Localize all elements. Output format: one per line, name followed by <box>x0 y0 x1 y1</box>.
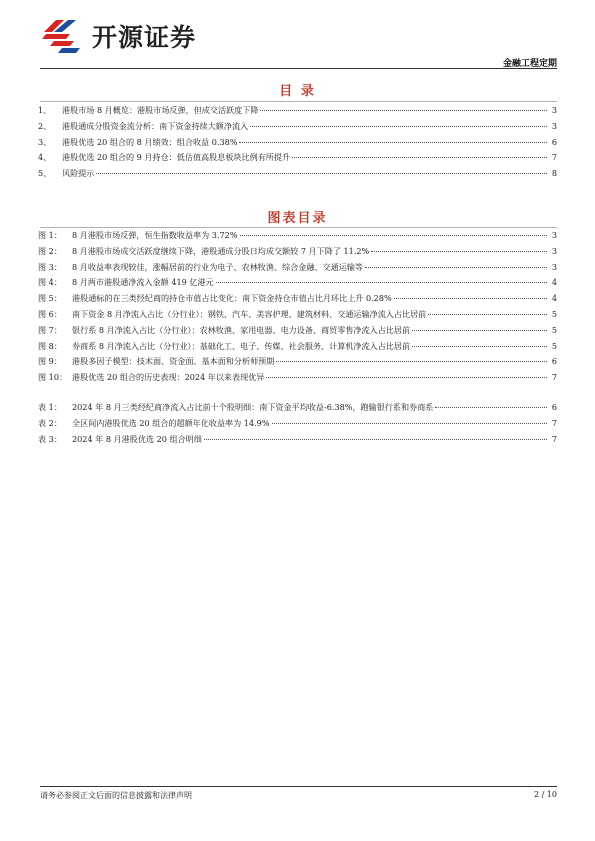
report-type-label: 金融工程定期 <box>502 59 557 69</box>
dot-leader <box>412 346 547 347</box>
table-entry-text[interactable]: 全区间内港股优选 20 组合的超额年化收益率为 14.9% <box>72 417 270 428</box>
dot-leader <box>412 330 547 331</box>
table-entry-number: 表 3： <box>38 433 62 444</box>
figure-entry-page: 7 <box>551 372 557 383</box>
figure-entry[interactable] <box>38 309 557 325</box>
figures-title-divider <box>40 227 557 228</box>
figure-entry[interactable] <box>38 341 557 357</box>
dot-leader <box>216 282 547 283</box>
figure-entry-text[interactable]: 8 月收益率表现较佳，涨幅居前的行业为电子、农林牧渔、综合金融、交通运输等 <box>72 261 364 272</box>
figure-entry-page: 6 <box>551 356 557 367</box>
footer-divider <box>40 786 557 787</box>
figure-entry-page: 5 <box>551 308 557 319</box>
figure-entry-number: 图 10： <box>38 372 68 383</box>
tables-list <box>38 402 557 449</box>
toc-entry[interactable] <box>38 137 557 153</box>
dot-leader <box>240 235 547 236</box>
figure-entry-number: 图 2： <box>38 245 62 256</box>
figure-entry[interactable] <box>38 293 557 309</box>
figure-entry-number: 图 8： <box>38 340 62 351</box>
table-entry-page: 7 <box>551 417 557 428</box>
toc-entry-number: 2、 <box>38 120 52 131</box>
dot-leader <box>292 157 547 158</box>
figure-entry-page: 4 <box>551 293 557 304</box>
table-entry-text[interactable]: 2024 年 8 月三类经纪商净流入占比前十个股明细：南下资金平均收益-6.38%，跑输银行系和券商系 <box>72 402 434 412</box>
figure-entry[interactable] <box>38 325 557 341</box>
logo-text: 开源证券 <box>92 23 197 52</box>
figure-entry-text[interactable]: 8 月港股市场反弹，恒生指数收益率为 3.72% <box>72 230 238 240</box>
dot-leader <box>365 267 547 268</box>
figure-entry-page: 3 <box>551 245 557 256</box>
toc-entry-text[interactable]: 港股优选 20 组合的 8 月绩效：组合收益 0.38% <box>62 136 238 147</box>
dot-leader <box>394 298 547 299</box>
toc-entry[interactable] <box>38 105 557 121</box>
toc-entry-number: 5、 <box>38 168 52 179</box>
header-divider <box>40 68 557 69</box>
table-entry-page: 7 <box>551 433 557 444</box>
toc-entry-text[interactable]: 风险提示 <box>62 168 95 179</box>
figure-entry-page: 5 <box>551 324 557 335</box>
toc-entry-number: 1、 <box>38 105 52 115</box>
dot-leader <box>96 173 547 174</box>
figure-entry-text[interactable]: 南下资金 8 月净流入占比（分行业）：钢铁、汽车、美容护理、建筑材料、交通运输净流入占比居前 <box>72 308 427 319</box>
toc-title: 目 录 <box>279 84 316 99</box>
toc-entry-number: 4、 <box>38 152 52 163</box>
dot-leader <box>272 423 547 424</box>
figure-entry-number: 图 3： <box>38 261 62 272</box>
figure-entry-number: 图 7： <box>38 324 62 335</box>
table-entry-page: 6 <box>551 402 557 412</box>
toc-entry-text[interactable]: 港股优选 20 组合的 9 月持仓：低估值高股息板块比例有所提升 <box>62 152 291 163</box>
toc-list <box>38 105 557 184</box>
company-logo <box>40 18 196 54</box>
figure-entry-text[interactable]: 8 月港股市场成交活跃度继续下降，港股通成分股日均成交额较 7 月下降了 11.2% <box>72 245 370 256</box>
figure-entry-page: 3 <box>551 261 557 272</box>
figure-entry-text[interactable]: 港股多因子模型：技术面、资金面、基本面和分析师预期 <box>72 356 275 367</box>
dot-leader <box>204 439 547 440</box>
toc-title-divider <box>40 101 557 102</box>
table-entry[interactable] <box>38 418 557 434</box>
table-entry-number: 表 2： <box>38 417 62 428</box>
dot-leader <box>276 361 547 362</box>
figures-title: 图表目录 <box>267 211 328 226</box>
figure-entry[interactable] <box>38 262 557 278</box>
dot-leader <box>239 142 547 143</box>
figure-entry-page: 4 <box>551 277 557 288</box>
figures-list <box>38 230 557 388</box>
dot-leader <box>371 251 547 252</box>
figure-entry-text[interactable]: 港股通标的在三类经纪商的持仓市值占比变化：南下资金持仓市值占比月环比上升 0.28% <box>72 293 392 304</box>
figure-entry-text[interactable]: 港股优选 20 组合的历史表现：2024 年以来表现优异 <box>72 372 265 383</box>
toc-entry-page: 6 <box>551 136 557 147</box>
table-entry[interactable] <box>38 402 557 418</box>
figure-entry-text[interactable]: 银行系 8 月净流入占比（分行业）：农林牧渔、家用电器、电力设备、商贸零售净流入占比居前 <box>72 324 411 335</box>
table-entry[interactable] <box>38 434 557 450</box>
dot-leader <box>260 110 547 111</box>
dot-leader <box>428 314 547 315</box>
logo-mark-icon <box>40 18 84 54</box>
toc-entry-page: 8 <box>551 168 557 179</box>
figure-entry[interactable] <box>38 246 557 262</box>
dot-leader <box>250 126 547 127</box>
figure-entry-number: 图 1： <box>38 230 62 240</box>
toc-entry-page: 3 <box>551 120 557 131</box>
figure-entry-number: 图 4： <box>38 277 62 288</box>
figure-entry-text[interactable]: 8 月两市港股通净流入金额 419 亿港元 <box>72 277 214 288</box>
table-entry-text[interactable]: 2024 年 8 月港股优选 20 组合明细 <box>72 433 202 444</box>
table-entry-number: 表 1： <box>38 402 62 412</box>
figure-entry-number: 图 6： <box>38 308 62 319</box>
page-number: 2 / 10 <box>533 790 557 799</box>
footer-disclaimer: 请务必参阅正文后面的信息披露和法律声明 <box>40 791 192 800</box>
figure-entry-number: 图 5： <box>38 293 62 304</box>
figure-entry-text[interactable]: 券商系 8 月净流入占比（分行业）：基础化工、电子、传媒、社会服务、计算机净流入占比居前 <box>72 340 411 351</box>
figure-entry-number: 图 9： <box>38 356 62 367</box>
dot-leader <box>435 407 547 408</box>
figure-entry[interactable] <box>38 372 557 388</box>
toc-entry[interactable] <box>38 121 557 137</box>
dot-leader <box>266 377 547 378</box>
figure-entry-page: 5 <box>551 340 557 351</box>
toc-entry[interactable] <box>38 152 557 168</box>
toc-entry-page: 7 <box>551 152 557 163</box>
toc-entry[interactable] <box>38 168 557 184</box>
toc-entry-number: 3、 <box>38 136 52 147</box>
figure-entry[interactable] <box>38 277 557 293</box>
toc-entry-text[interactable]: 港股通成分股资金流分析：南下资金持续大额净流入 <box>62 120 249 131</box>
toc-entry-text[interactable]: 港股市场 8 月概览：港股市场反弹，但成交活跃度下降 <box>62 105 259 115</box>
toc-entry-page: 3 <box>551 105 557 115</box>
figure-entry-page: 3 <box>551 230 557 240</box>
figure-entry[interactable] <box>38 356 557 372</box>
figure-entry[interactable] <box>38 230 557 246</box>
